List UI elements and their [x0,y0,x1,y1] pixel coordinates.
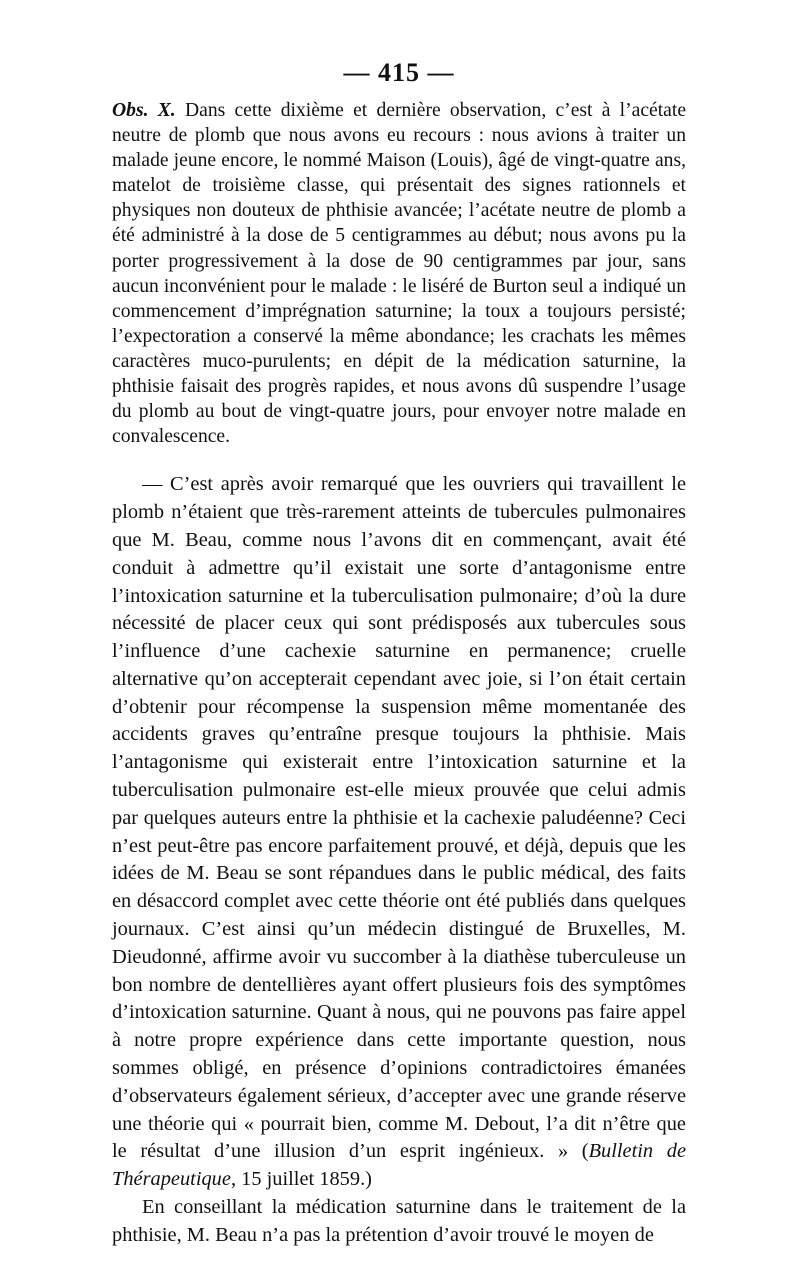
book-page [112,58,686,1250]
main-paragraph [112,471,686,1194]
last-paragraph-text: En conseillant la médication saturnine dans le traitement de la phthisie, M. Beau n’a pas la prétention d’avoir trouvé le moyen de [112,1196,686,1246]
observation-label: Obs. X. [112,100,176,121]
citation-date: , 15 juillet 1859.) [230,1168,372,1191]
observation-paragraph [112,98,686,449]
main-paragraph-text: — C’est après avoir remarqué que les ouvriers qui travaillent le plomb n’étaient que très-rarement atteints de tubercules pulmonaires que M. Beau, comme nous l’avons dit en commençant, avait été conduit à admettre qu’il existait une sorte d’antagonisme entre l’intoxication saturnine et la tuberculisation pulmonaire; d’où la dure nécessité de placer ceux qui sont prédisposés aux tubercules sous l’influence d’une cachexie saturnine en permanence; cruelle alternative qu’on accepterait cependant avec joie, si l’on était certain d’obtenir pour récompense la suspension même momentanée des accidents graves qu’entraîne presque toujours la phthisie. Mais l’antagonisme qui existerait entre l’intoxication saturnine et la tuberculisation pulmonaire est-elle mieux prouvée que celui admis par quelques auteurs entre la phthisie et la cachexie paludéenne? Ceci n’est peut-être pas encore parfaitement prouvé, et déjà, depuis que les idées de M. Beau se sont répandues dans le public médical, des faits en désaccord complet avec cette théorie ont été publiés dans quelques journaux. C’est ainsi qu’un médecin distingué de Bruxelles, M. Dieudonné, affirme avoir vu succomber à la diathèse tuberculeuse un bon nombre de dentellières ayant offert plusieurs fois des symptômes d’intoxication saturnine. Quant à nous, qui ne pouvons pas faire appel à notre propre expérience dans cette importante question, nous sommes obligé, en présence d’opinions contradictoires émanées d’observateurs également sérieux, d’accepter avec une grande réserve une théorie qui « pourrait bien, comme M. Debout, l’a dit n’être que le résultat d’une illusion d’un esprit ingénieux. » ( [112,473,686,1163]
page-number: — 415 — [343,58,455,87]
last-paragraph [112,1194,686,1250]
citation-title: Bulletin de Thérapeutique [112,1140,686,1191]
observation-text: Dans cette dixième et dernière observation, c’est à l’acétate neutre de plomb que nous avons eu recours : nous avions à traiter un malade jeune encore, le nommé Maison (Louis), âgé de vingt-quatre ans, matelot de troisième classe, qui présentait des signes rationnels et physiques non douteux de phthisie avancée; l’acétate neutre de plomb a été administré à la dose de 5 centigrammes au début; nous avons pu la porter progressivement à la dose de 90 centigrammes par jour, sans aucun inconvénient pour le malade : le liséré de Burton seul a indiqué un commencement d’imprégnation saturnine; la toux a toujours persisté; l’expectoration a conservé la même abondance; les crachats les mêmes caractères muco-purulents; en dépit de la médication saturnine, la phthisie faisait des progrès rapides, et nous avons dû suspendre l’usage du plomb au bout de vingt-quatre jours, pour envoyer notre malade en convalescence. [112,100,687,448]
